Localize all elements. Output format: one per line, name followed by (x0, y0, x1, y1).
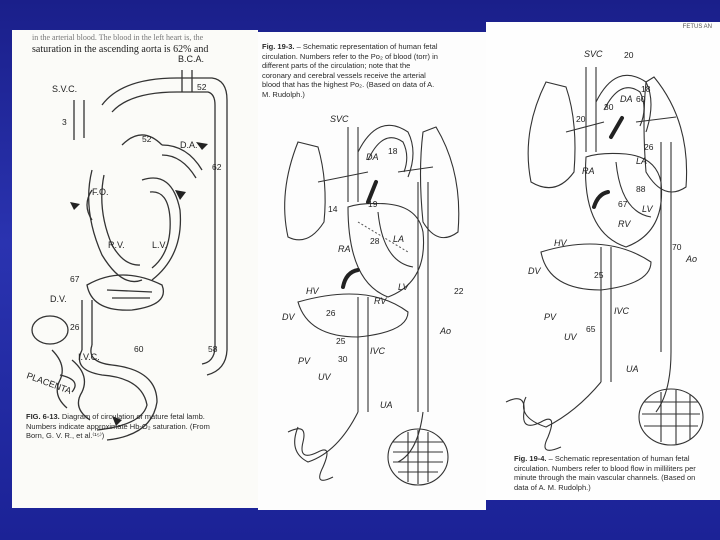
label-ra: RA (338, 244, 351, 254)
num-88: 88 (636, 184, 646, 194)
num-67: 67 (70, 274, 80, 284)
label-dv: DV (528, 266, 541, 276)
num-70: 70 (672, 242, 682, 252)
label-ivc: I.V.C. (78, 352, 100, 362)
caption-fig-number: Fig. 19-3. (262, 42, 295, 51)
num-26: 26 (70, 322, 80, 332)
label-lv: LV (642, 204, 653, 214)
num-18: 18 (388, 146, 398, 156)
num-65: 65 (586, 324, 596, 334)
label-uv: UV (318, 372, 331, 382)
header-partial-line: in the arterial blood. The blood in the left heart is, the (32, 33, 204, 42)
label-lv: L.V. (152, 240, 168, 250)
num-52-pulm: 52 (142, 134, 152, 144)
label-la: LA (393, 234, 405, 244)
label-ua: UA (380, 400, 393, 410)
label-pv: PV (298, 356, 311, 366)
label-svc: SVC (330, 114, 349, 124)
label-da: DA (620, 94, 633, 104)
caption-fig-19-4 (514, 454, 710, 492)
label-rv: RV (374, 296, 387, 306)
panel-human-fetal-flow (486, 22, 720, 500)
num-19: 19 (368, 199, 378, 209)
num-22: 22 (454, 286, 464, 296)
label-da: D.A. (180, 140, 198, 150)
num-30: 30 (338, 354, 348, 364)
label-ra: RA (582, 166, 595, 176)
label-hv: HV (554, 238, 567, 248)
label-ua: UA (626, 364, 639, 374)
num-52-bca: 52 (197, 82, 207, 92)
label-svc: SVC (584, 49, 603, 59)
label-bca: B.C.A. (178, 54, 205, 64)
num-26: 26 (644, 142, 654, 152)
label-rv: R.V. (108, 240, 125, 250)
panel-fetal-lamb-circulation (12, 30, 258, 508)
label-la: LA (636, 156, 648, 166)
label-ao: Ao (440, 326, 452, 336)
num-20-top: 20 (624, 50, 634, 60)
num-18: 18 (641, 84, 651, 94)
num-26: 26 (326, 308, 336, 318)
caption-fig-number: Fig. 19-4. (514, 454, 547, 463)
panel-human-fetal-po2 (258, 32, 486, 510)
label-ivc: IVC (370, 346, 386, 356)
label-dv: D.V. (50, 294, 67, 304)
header-main-line: saturation in the ascending aorta is 62% and (32, 44, 209, 55)
num-25: 25 (594, 270, 604, 280)
label-ao: Ao (686, 254, 698, 264)
caption-fig-6-13 (26, 412, 226, 441)
num-25: 25 (336, 336, 346, 346)
label-ivc: IVC (614, 306, 630, 316)
running-header: FETUS AN (682, 24, 712, 30)
caption-body: Diagram of circulation of mature fetal lamb. Numbers indicate approximate Hb-O₂ saturation. (From Born, G. V. R., et al.⁽¹⁵⁾) (26, 412, 210, 440)
caption-body: – Schematic representation of human fetal circulation. Numbers refer to the Po₂ of blood (torr) in different parts of the circulation; note that the coronary and cerebral vessels receive the arterial blood that has the highest Po₂. (Based on data of A. M. Rudolph.) (262, 42, 438, 99)
label-placenta: PLACENTA (25, 370, 73, 396)
label-dv: DV (282, 312, 295, 322)
label-fo: F.O. (92, 187, 109, 197)
label-pv: PV (544, 312, 557, 322)
po2-circulation-diagram (258, 32, 486, 510)
label-uv: UV (564, 332, 577, 342)
num-3-svc: 3 (62, 117, 67, 127)
num-67: 67 (618, 199, 628, 209)
flow-circulation-diagram (486, 22, 720, 500)
label-rv: RV (618, 219, 631, 229)
num-14: 14 (328, 204, 338, 214)
num-58: 58 (208, 344, 218, 354)
caption-fig-number: FIG. 6-13. (26, 412, 60, 421)
num-60: 60 (636, 94, 646, 104)
label-hv: HV (306, 286, 319, 296)
num-20-left: 20 (576, 114, 586, 124)
num-60: 60 (134, 344, 144, 354)
num-28: 28 (370, 236, 380, 246)
num-62: 62 (212, 162, 222, 172)
caption-body: – Schematic representation of human fetal circulation. Numbers refer to blood flow in milliliters per minute through the main vascular channels. (Based on data of A. M. Rudolph.) (514, 454, 696, 492)
label-da: DA (366, 152, 379, 162)
label-lv: LV (398, 282, 409, 292)
num-30: 30 (604, 102, 614, 112)
label-svc: S.V.C. (52, 84, 78, 94)
